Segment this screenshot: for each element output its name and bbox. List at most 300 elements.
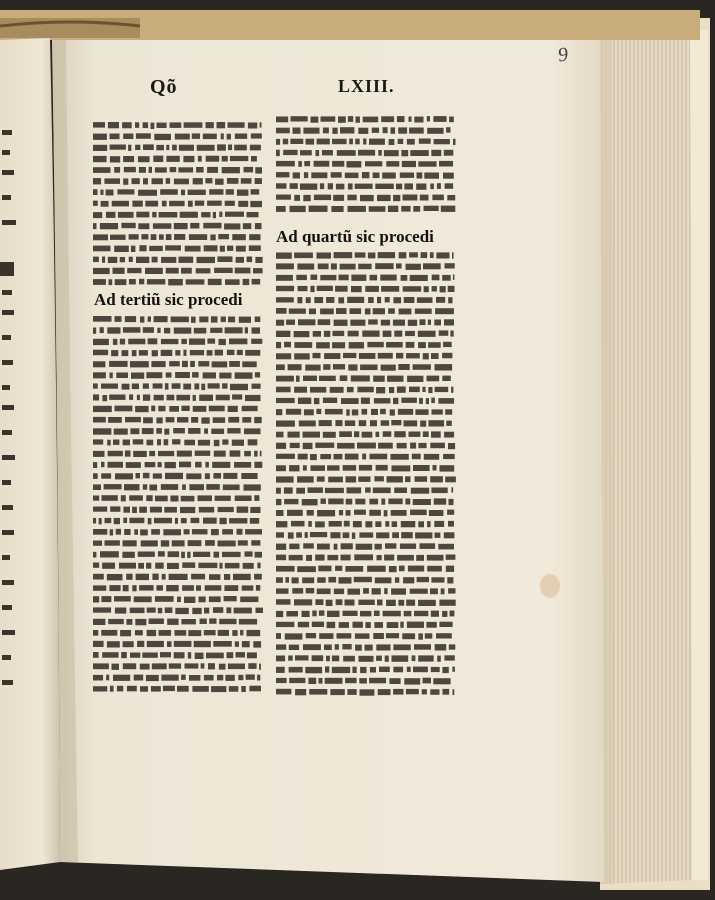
- text-line-segment: [276, 510, 284, 516]
- text-line-segment: [323, 364, 330, 370]
- text-line-segment: [445, 183, 454, 189]
- text-line-segment: [341, 543, 353, 549]
- text-line-segment: [131, 246, 136, 252]
- text-line-segment: [174, 652, 185, 658]
- text-line-segment: [296, 488, 305, 494]
- text-line-segment: [113, 675, 130, 681]
- text-line-segment: [431, 431, 441, 437]
- text-line-segment: [395, 577, 399, 583]
- text-line-segment: [237, 507, 249, 513]
- text-line-segment: [147, 440, 154, 446]
- text-line-segment: [166, 417, 175, 422]
- text-line-segment: [310, 532, 327, 537]
- text-line-segment: [247, 212, 259, 217]
- text-line-segment: [346, 510, 351, 516]
- text-line-segment: [407, 376, 423, 382]
- text-line-segment: [407, 667, 411, 672]
- text-line-segment: [123, 540, 137, 546]
- text-line-segment: [323, 432, 336, 438]
- text-line-segment: [298, 161, 302, 167]
- text-line-segment: [123, 641, 134, 647]
- text-line-segment: [389, 566, 397, 572]
- text-line-segment: [332, 128, 337, 134]
- text-line-segment: [319, 376, 336, 381]
- text-line-segment: [115, 473, 133, 479]
- text-line-segment: [222, 552, 241, 557]
- text-line-segment: [93, 394, 99, 400]
- text-line-segment: [290, 443, 300, 448]
- text-line-segment: [93, 529, 107, 535]
- text-line-segment: [195, 462, 202, 468]
- text-line-segment: [183, 384, 191, 390]
- text-line-segment: [146, 372, 162, 378]
- text-line-segment: [242, 585, 254, 590]
- text-line-segment: [286, 320, 295, 325]
- text-line-segment: [115, 279, 127, 285]
- text-line-segment: [225, 327, 243, 333]
- text-line-segment: [185, 663, 199, 668]
- text-line-segment: [331, 206, 343, 212]
- text-line-segment: [286, 611, 298, 617]
- text-line-segment: [138, 223, 149, 229]
- text-line-segment: [161, 339, 179, 344]
- text-line-segment: [376, 465, 388, 471]
- text-line-segment: [399, 252, 407, 258]
- text-line-segment: [310, 286, 314, 292]
- text-line-segment: [276, 454, 295, 459]
- text-line-segment: [182, 585, 194, 591]
- text-line-segment: [293, 128, 301, 134]
- text-line-segment: [446, 421, 452, 426]
- text-line-segment: [143, 122, 149, 128]
- text-line-segment: [135, 619, 146, 625]
- text-line-segment: [247, 652, 257, 658]
- text-line-segment: [430, 443, 445, 449]
- text-line-segment: [276, 488, 281, 494]
- text-line-segment: [381, 365, 396, 371]
- text-line-segment: [227, 652, 234, 658]
- text-line-segment: [177, 417, 188, 422]
- text-line-segment: [192, 529, 208, 534]
- text-line-segment: [426, 398, 429, 404]
- text-line-segment: [228, 417, 239, 423]
- text-line-segment: [255, 257, 262, 263]
- text-line-segment: [294, 599, 312, 605]
- text-line-segment: [276, 263, 294, 269]
- text-line-segment: [138, 552, 155, 557]
- text-line-segment: [136, 133, 151, 139]
- text-line-segment: [414, 644, 431, 650]
- text-line-segment: [427, 521, 431, 527]
- text-line-segment: [365, 286, 379, 292]
- text-line-segment: [363, 139, 366, 145]
- text-line-segment: [136, 257, 149, 263]
- text-line-segment: [417, 577, 429, 582]
- text-line-segment: [106, 675, 109, 681]
- text-line-segment: [438, 544, 454, 550]
- text-line-segment: [276, 286, 294, 291]
- text-line-segment: [196, 268, 211, 273]
- text-line-segment: [180, 507, 195, 513]
- text-line-segment: [298, 286, 308, 291]
- text-line-segment: [255, 178, 262, 184]
- text-line-segment: [276, 532, 284, 537]
- text-line-segment: [319, 610, 325, 615]
- text-line-segment: [102, 257, 105, 263]
- text-line-segment: [93, 178, 101, 184]
- text-line-segment: [156, 417, 162, 423]
- text-line-segment: [276, 443, 286, 449]
- text-line-segment: [288, 532, 294, 538]
- text-line-segment: [444, 150, 454, 156]
- text-line-segment: [251, 133, 262, 138]
- text-line-segment: [129, 234, 139, 239]
- text-line-segment: [285, 577, 289, 583]
- text-line-segment: [392, 655, 409, 661]
- text-line-segment: [125, 417, 141, 422]
- text-line-segment: [93, 122, 105, 128]
- text-line-segment: [373, 308, 385, 314]
- text-line-segment: [418, 161, 436, 166]
- text-line-segment: [235, 641, 239, 647]
- text-line-segment: [151, 686, 161, 692]
- text-line-segment: [430, 184, 434, 190]
- text-line-segment: [326, 600, 333, 606]
- text-line-segment: [183, 156, 194, 162]
- text-line-segment: [447, 577, 453, 583]
- text-line-segment: [138, 156, 150, 162]
- text-line-segment: [175, 630, 187, 636]
- text-line-segment: [362, 432, 373, 438]
- text-line-segment: [93, 212, 102, 218]
- text-line-segment: [441, 588, 445, 594]
- text-line-segment: [428, 387, 432, 393]
- text-line-segment: [398, 364, 409, 370]
- text-line-segment: [345, 678, 357, 683]
- text-line-segment: [317, 589, 331, 595]
- text-line-segment: [291, 521, 305, 527]
- text-line-segment: [377, 195, 391, 201]
- text-line-segment: [197, 257, 216, 263]
- text-line-segment: [142, 428, 154, 434]
- text-line-segment: [333, 195, 344, 201]
- text-line-segment: [276, 172, 289, 177]
- text-line-segment: [190, 223, 199, 229]
- text-line-segment: [336, 599, 343, 605]
- text-line-segment: [418, 633, 423, 639]
- text-line-segment: [410, 150, 429, 156]
- text-line-segment: [444, 319, 454, 325]
- text-line-segment: [310, 454, 317, 460]
- text-line-segment: [156, 145, 164, 150]
- text-line-segment: [254, 417, 262, 423]
- text-line-segment: [442, 353, 452, 359]
- text-line-segment: [448, 443, 455, 449]
- text-line-segment: [353, 521, 362, 527]
- text-line-segment: [222, 529, 233, 534]
- text-line-segment: [198, 361, 209, 366]
- text-line-segment: [123, 178, 128, 184]
- text-line-segment: [93, 484, 101, 490]
- text-line-segment: [331, 263, 337, 269]
- text-line-segment: [145, 268, 163, 274]
- text-line-segment: [378, 689, 391, 695]
- text-line-segment: [110, 686, 114, 692]
- text-line-segment: [93, 507, 107, 512]
- text-line-segment: [93, 417, 106, 423]
- text-line-segment: [100, 327, 104, 333]
- text-line-segment: [276, 409, 282, 415]
- text-line-segment: [143, 178, 148, 184]
- text-line-segment: [285, 633, 303, 639]
- text-line-segment: [218, 507, 234, 512]
- text-line-segment: [276, 342, 281, 348]
- text-line-segment: [376, 432, 380, 437]
- text-line-segment: [227, 134, 231, 140]
- running-head-left: Qõ: [150, 76, 178, 98]
- text-line-segment: [193, 552, 210, 557]
- text-line-segment: [311, 465, 326, 471]
- text-line-segment: [430, 588, 438, 594]
- text-line-segment: [283, 139, 288, 145]
- text-line-segment: [339, 622, 349, 628]
- text-line-segment: [118, 212, 134, 218]
- text-line-segment: [346, 476, 357, 482]
- text-line-segment: [151, 361, 165, 367]
- text-line-segment: [199, 597, 206, 603]
- text-line-segment: [353, 622, 363, 628]
- text-line-segment: [238, 675, 243, 680]
- text-line-segment: [420, 319, 426, 325]
- text-line-segment: [122, 552, 134, 558]
- text-line-segment: [294, 253, 313, 259]
- text-line-segment: [201, 417, 209, 423]
- text-line-segment: [328, 477, 343, 483]
- text-line-segment: [235, 496, 252, 502]
- text-line-segment: [168, 551, 180, 557]
- text-line-segment: [151, 406, 155, 412]
- text-line-segment: [340, 127, 354, 133]
- text-line-segment: [290, 183, 298, 189]
- text-line-segment: [276, 633, 281, 639]
- text-line-segment: [235, 268, 251, 274]
- text-line-segment: [241, 178, 252, 184]
- text-line-segment: [385, 656, 389, 662]
- text-line-segment: [276, 499, 281, 505]
- text-line-segment: [225, 563, 240, 569]
- text-line-segment: [221, 317, 226, 323]
- text-line-segment: [156, 585, 163, 590]
- text-line-segment: [441, 206, 456, 212]
- text-line-segment: [355, 499, 365, 505]
- text-line-segment: [343, 611, 358, 616]
- text-line-segment: [448, 297, 452, 303]
- text-line-segment: [334, 454, 343, 460]
- text-line-segment: [300, 184, 317, 190]
- text-line-segment: [228, 122, 245, 128]
- text-line-segment: [339, 577, 352, 583]
- text-line-segment: [174, 179, 189, 185]
- text-line-segment: [122, 122, 132, 128]
- text-line-segment: [294, 353, 310, 359]
- text-line-segment: [358, 150, 375, 156]
- text-line-segment: [101, 201, 109, 207]
- text-line-segment: [247, 257, 253, 263]
- text-line-segment: [133, 439, 144, 444]
- text-line-segment: [194, 383, 199, 389]
- text-line-segment: [404, 420, 418, 426]
- text-line-segment: [249, 234, 260, 240]
- text-line-segment: [158, 551, 165, 556]
- text-line-segment: [313, 331, 321, 337]
- text-line-segment: [164, 439, 169, 445]
- text-line-segment: [434, 320, 441, 326]
- text-line-segment: [143, 383, 149, 388]
- text-line-segment: [133, 451, 147, 457]
- text-line-segment: [290, 206, 306, 212]
- text-line-segment: [250, 507, 260, 513]
- text-line-segment: [223, 473, 237, 479]
- text-line-segment: [177, 597, 181, 603]
- text-line-segment: [360, 365, 378, 371]
- text-line-segment: [335, 420, 342, 426]
- text-line-segment: [381, 499, 385, 505]
- text-line-segment: [374, 398, 391, 403]
- text-line-segment: [93, 361, 105, 367]
- text-line-segment: [406, 264, 421, 270]
- text-line-segment: [325, 678, 343, 684]
- foxing-spot: [540, 574, 560, 598]
- text-line-segment: [439, 161, 453, 167]
- text-line-segment: [174, 328, 192, 334]
- text-line-segment: [308, 678, 316, 684]
- text-line-segment: [143, 484, 147, 489]
- text-line-segment: [376, 387, 385, 393]
- text-line-segment: [219, 373, 231, 379]
- text-line-segment: [381, 420, 390, 426]
- text-line-segment: [444, 532, 455, 538]
- text-line-segment: [166, 585, 179, 591]
- text-line-segment: [150, 507, 162, 513]
- text-line-segment: [209, 618, 216, 623]
- text-line-segment: [93, 189, 98, 195]
- text-line-segment: [320, 275, 336, 280]
- text-line-segment: [289, 645, 299, 650]
- text-line-segment: [276, 308, 287, 314]
- text-line-segment: [381, 320, 390, 326]
- text-line-segment: [418, 521, 424, 527]
- text-line-segment: [93, 462, 97, 468]
- text-line-segment: [369, 206, 386, 212]
- text-line-segment: [393, 667, 403, 673]
- text-line-segment: [362, 172, 370, 178]
- text-line-segment: [371, 409, 378, 415]
- text-line-segment: [399, 309, 412, 315]
- text-line-segment: [393, 297, 401, 303]
- text-line-segment: [223, 485, 240, 491]
- text-line-segment: [140, 316, 144, 322]
- text-line-segment: [251, 339, 262, 344]
- text-line-segment: [143, 473, 150, 479]
- text-line-segment: [373, 376, 385, 382]
- text-line-segment: [218, 630, 229, 636]
- text-line-segment: [93, 350, 108, 356]
- text-line-segment: [449, 499, 454, 505]
- text-line-segment: [222, 156, 228, 162]
- text-line-segment: [167, 641, 172, 647]
- text-line-segment: [391, 510, 407, 516]
- text-line-segment: [362, 331, 379, 337]
- text-line-segment: [227, 428, 240, 433]
- text-line-segment: [167, 619, 178, 625]
- text-line-segment: [93, 328, 96, 334]
- text-line-segment: [276, 353, 291, 359]
- text-line-segment: [143, 144, 154, 150]
- text-line-segment: [276, 128, 290, 134]
- text-line-segment: [369, 139, 385, 145]
- text-line-segment: [125, 316, 136, 322]
- text-line-segment: [348, 116, 353, 122]
- text-line-segment: [219, 619, 236, 624]
- text-line-segment: [311, 172, 327, 178]
- text-line-segment: [232, 394, 242, 399]
- text-line-segment: [348, 589, 361, 595]
- text-line-segment: [135, 406, 149, 412]
- text-line-segment: [330, 689, 344, 695]
- text-line-segment: [189, 675, 200, 681]
- text-line-segment: [434, 521, 444, 527]
- text-line-segment: [337, 443, 355, 449]
- text-line-segment: [415, 476, 428, 482]
- text-line-segment: [386, 161, 399, 167]
- text-line-segment: [276, 398, 295, 403]
- text-line-segment: [101, 473, 111, 478]
- text-line-segment: [208, 663, 215, 669]
- text-line-segment: [417, 172, 423, 178]
- text-line-segment: [232, 440, 244, 446]
- text-line-segment: [110, 529, 114, 535]
- text-line-segment: [421, 252, 428, 258]
- text-line-segment: [207, 350, 213, 356]
- text-line-segment: [93, 223, 97, 229]
- text-line-segment: [108, 451, 123, 457]
- text-line-segment: [383, 431, 392, 437]
- text-line-segment: [317, 253, 332, 259]
- text-line-segment: [431, 353, 439, 359]
- text-line-segment: [129, 394, 133, 400]
- text-line-segment: [450, 611, 455, 617]
- text-line-segment: [240, 597, 258, 603]
- text-line-segment: [276, 622, 294, 627]
- text-line-segment: [93, 563, 99, 568]
- text-line-segment: [389, 139, 395, 145]
- text-line-segment: [209, 189, 223, 195]
- text-line-segment: [330, 532, 340, 538]
- text-line-segment: [146, 675, 159, 681]
- text-line-segment: [184, 529, 190, 534]
- text-line-segment: [241, 686, 246, 692]
- text-line-segment: [372, 588, 381, 594]
- text-line-segment: [125, 451, 131, 457]
- text-line-segment: [114, 596, 131, 601]
- text-line-segment: [252, 384, 261, 389]
- text-line-segment: [419, 139, 431, 144]
- text-line-segment: [433, 116, 446, 122]
- text-line-segment: [334, 320, 348, 326]
- text-line-segment: [410, 589, 428, 594]
- text-line-segment: [409, 432, 421, 437]
- text-line-segment: [290, 139, 303, 144]
